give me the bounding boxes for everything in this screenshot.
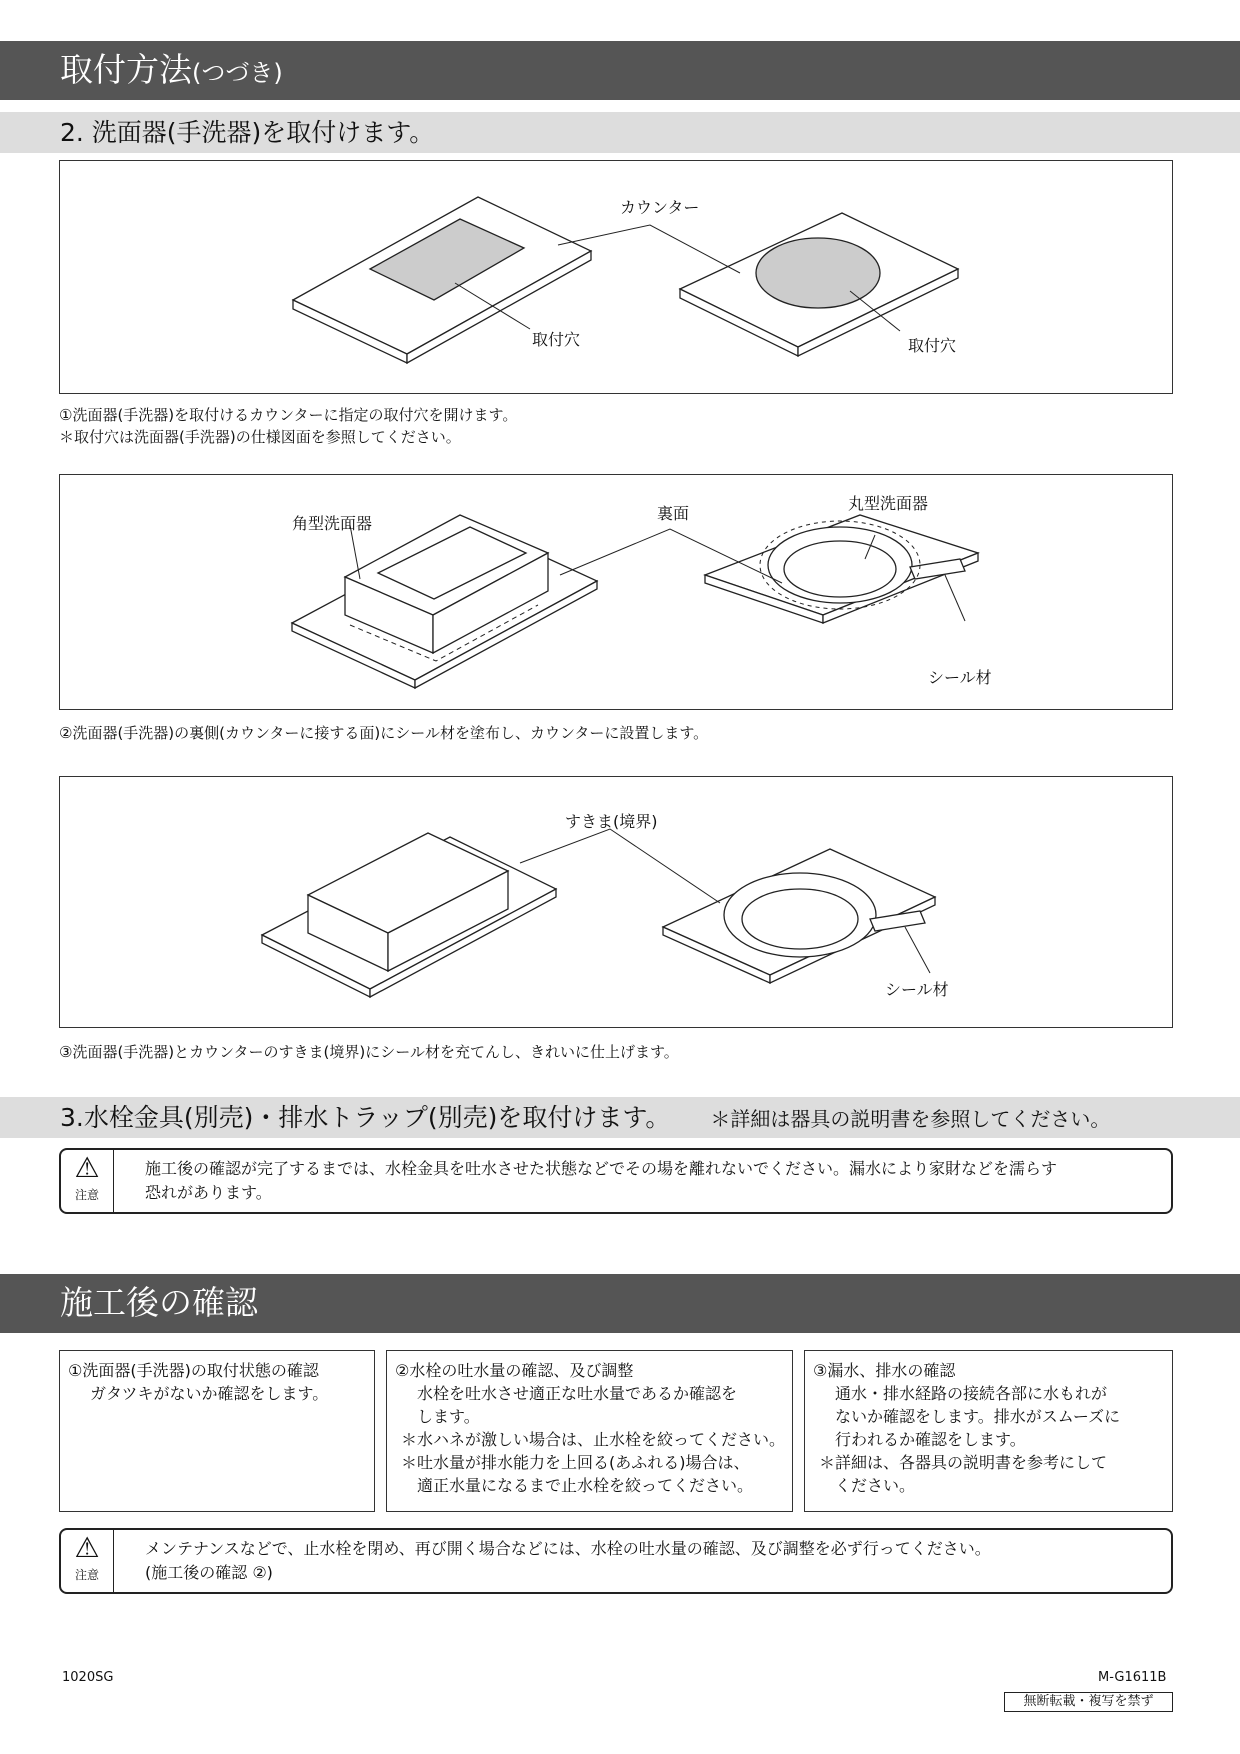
square-basin-label: 角型洗面器 (292, 514, 373, 533)
check-text: 通水・排水経路の接続各部に水もれが (835, 1384, 1108, 1403)
mounting-hole-label: 取付穴 (908, 336, 957, 355)
check-text: ないか確認をします。排水がスムーズに (835, 1407, 1121, 1426)
step-3-caption: ③洗面器(手洗器)とカウンターのすきま(境界)にシール材を充てんし、きれいに仕上げます。 (59, 1043, 679, 1061)
warning-triangle-icon: ⚠ (74, 1151, 100, 1184)
figure-counter-holes (59, 160, 1173, 394)
warning-triangle-icon: ⚠ (74, 1531, 100, 1564)
caution-icon-area (61, 1530, 114, 1592)
sealant-application-drawing (60, 475, 1174, 711)
check-note: ＊吐水量が排水能力を上回る(あふれる)場合は、 (401, 1453, 750, 1472)
caution-icon-area (61, 1150, 114, 1212)
page-header (0, 41, 1240, 100)
post-install-header: 施工後の確認 (0, 1274, 1240, 1333)
check-text: 行われるか確認をします。 (835, 1430, 1026, 1449)
footer-code-left: 1020SG (62, 1670, 114, 1685)
gap-label: すきま(境界) (565, 812, 658, 831)
section-3-note: ＊詳細は器具の説明書を参照してください。 (710, 1107, 1111, 1131)
header-title: 取付方法 (60, 50, 192, 89)
step-1-note: ＊取付穴は洗面器(手洗器)の仕様図面を参照してください。 (59, 428, 461, 446)
check-text: します。 (417, 1407, 480, 1426)
section-3-heading: 3.水栓金具(別売)・排水トラップ(別売)を取付けます。 (60, 1103, 671, 1132)
check-note: ＊水ハネが激しい場合は、止水栓を絞ってください。 (401, 1430, 786, 1449)
caution-label: 注意 (74, 1568, 99, 1582)
check-text: 水栓を吐水させ適正な吐水量であるか確認を (417, 1384, 738, 1403)
check-note: ください。 (819, 1476, 916, 1495)
round-basin-label: 丸型洗面器 (848, 494, 929, 513)
section-2-title: 2. 洗面器(手洗器)を取付けます。 (0, 112, 1240, 153)
copyright-notice: 無断転載・複写を禁ず (1004, 1692, 1173, 1712)
check-note: 適正水量になるまで止水栓を絞ってください。 (401, 1476, 754, 1495)
check-text: ガタツキがないか確認をします。 (90, 1384, 329, 1403)
counter-label: カウンター (620, 198, 700, 217)
figure-sealant-application (59, 474, 1173, 710)
caution-text: 施工後の確認が完了するまでは、水栓金具を吐水させた状態などでその場を離れないでください。漏水により家財などを濡らす (145, 1159, 1058, 1178)
sealant-label: シール材 (928, 668, 992, 687)
footer-code-right: M-G1611B (1098, 1670, 1167, 1685)
check-title: ②水栓の吐水量の確認、及び調整 (395, 1361, 634, 1380)
section-3-title (0, 1097, 1240, 1138)
back-side-label: 裏面 (657, 504, 690, 523)
check-note: ＊詳細は、各器具の説明書を参考にして (819, 1453, 1108, 1472)
caution-text: メンテナンスなどで、止水栓を閉め、再び開く場合などには、水栓の吐水量の確認、及び調整を必ず行ってください。 (145, 1539, 991, 1558)
caution-text: (施工後の確認 ②) (145, 1563, 273, 1582)
caution-text: 恐れがあります。 (145, 1183, 272, 1202)
caution-label: 注意 (74, 1188, 99, 1202)
check-box-3 (804, 1350, 1173, 1512)
step-1-caption: ①洗面器(手洗器)を取付けるカウンターに指定の取付穴を開けます。 (59, 406, 518, 424)
check-box-2 (386, 1350, 793, 1512)
caution-box-2 (59, 1528, 1173, 1594)
header-subtitle: (つづき) (192, 59, 283, 87)
check-title: ③漏水、排水の確認 (813, 1361, 956, 1380)
sealant-label: シール材 (885, 980, 949, 999)
mounting-hole-label: 取付穴 (532, 330, 581, 349)
step-2-caption: ②洗面器(手洗器)の裏側(カウンターに接する面)にシール材を塗布し、カウンターに設置します。 (59, 724, 709, 742)
check-box-1 (59, 1350, 375, 1512)
counter-holes-drawing (60, 161, 1174, 395)
check-title: ①洗面器(手洗器)の取付状態の確認 (68, 1361, 319, 1380)
caution-box-1 (59, 1148, 1173, 1214)
figure-gap-sealing (59, 776, 1173, 1028)
